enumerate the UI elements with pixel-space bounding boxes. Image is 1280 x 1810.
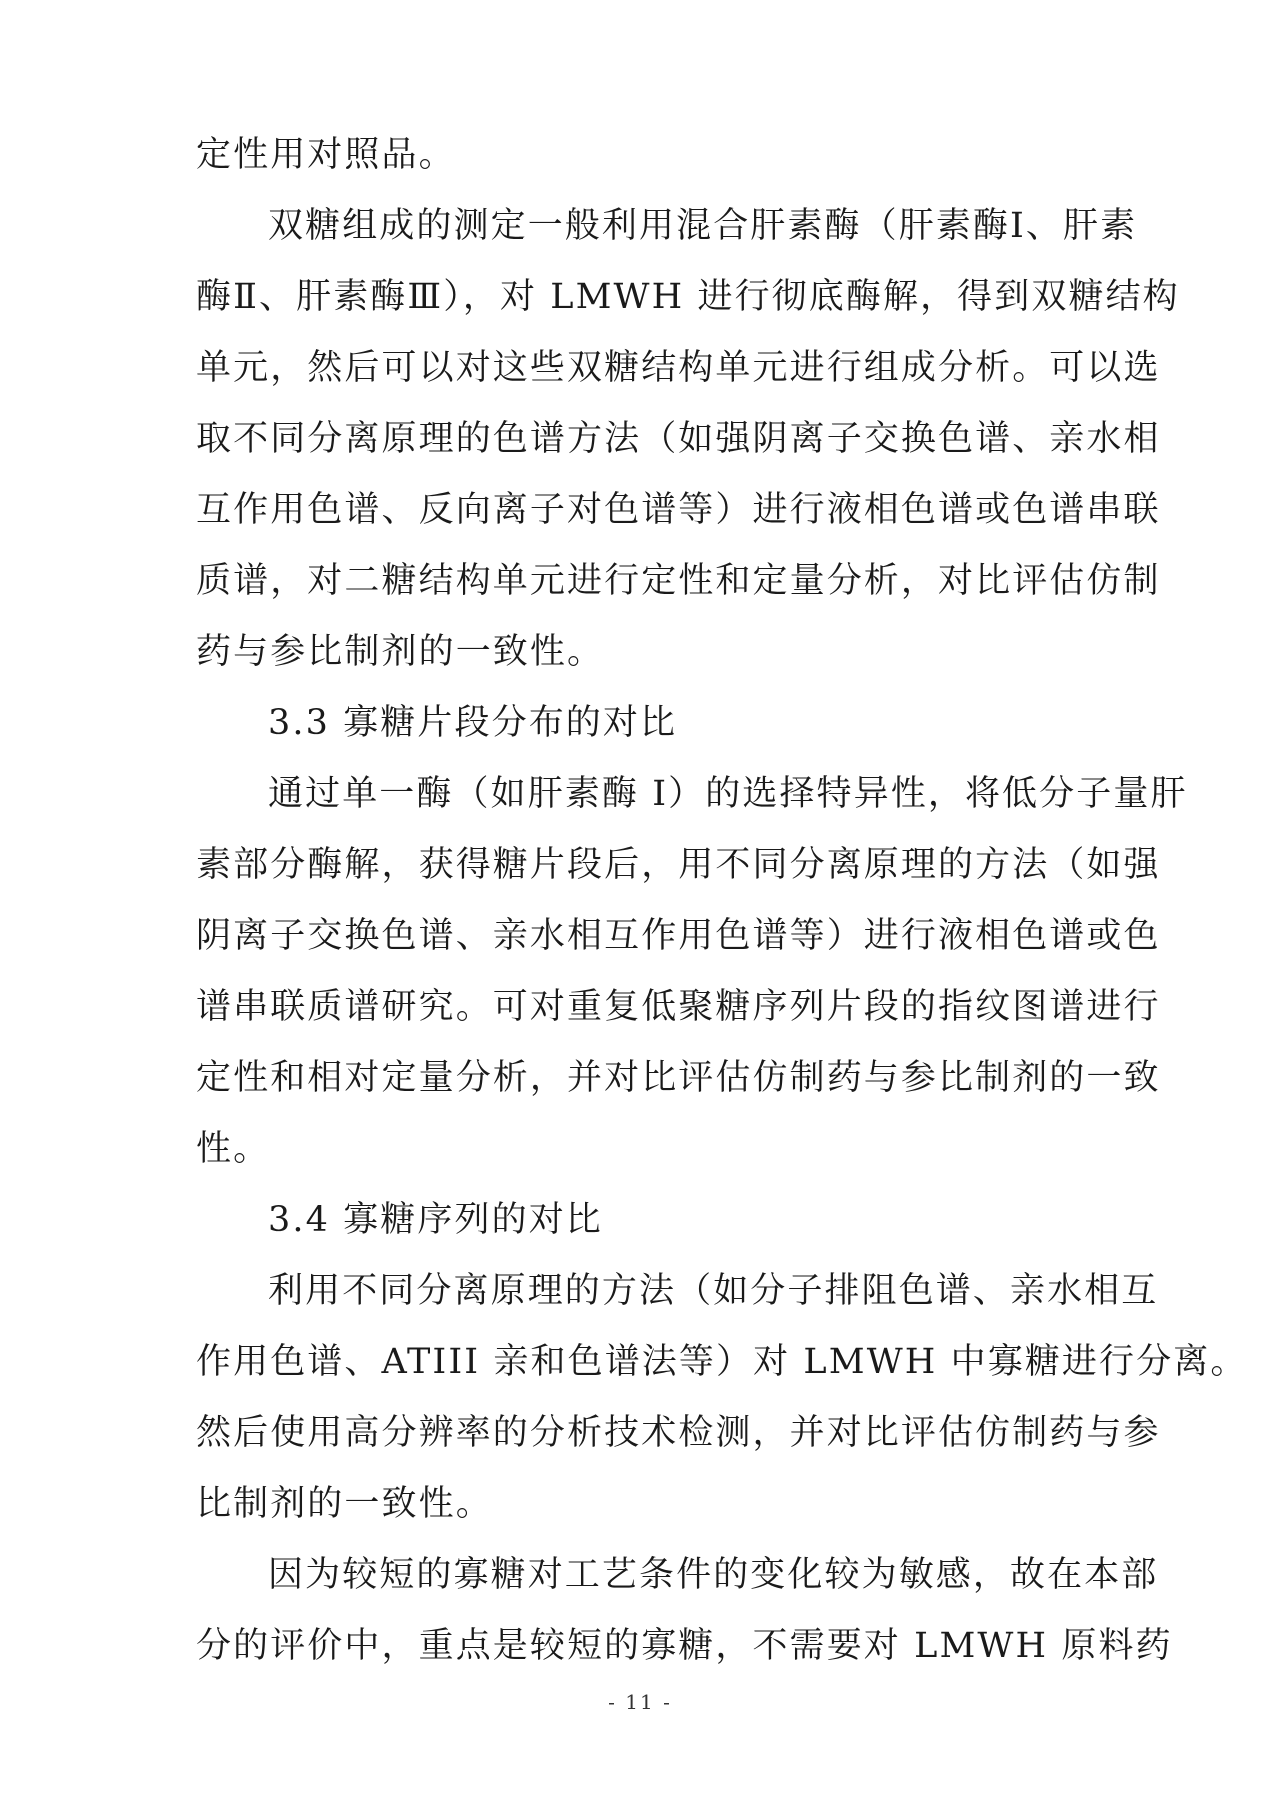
paragraph-line: 阴离子交换色谱、亲水相互作用色谱等）进行液相色谱或色 [196,916,1161,956]
paragraph-line: 质谱，对二糖结构单元进行定性和定量分析，对比评估仿制 [196,561,1161,601]
paragraph-line: 比制剂的一致性。 [196,1484,493,1524]
paragraph-line: 通过单一酶（如肝素酶 I）的选择特异性，将低分子量肝 [268,774,1188,814]
paragraph-line: 取不同分离原理的色谱方法（如强阴离子交换色谱、亲水相 [196,419,1161,459]
section-heading-3-4: 3.4 寡糖序列的对比 [268,1200,603,1240]
paragraph-line: 定性用对照品。 [196,135,456,175]
paragraph-line: 因为较短的寡糖对工艺条件的变化较为敏感，故在本部 [268,1555,1159,1595]
paragraph-line: 定性和相对定量分析，并对比评估仿制药与参比制剂的一致 [196,1058,1161,1098]
paragraph-line: 谱串联质谱研究。可对重复低聚糖序列片段的指纹图谱进行 [196,987,1161,1027]
page-number: - 11 - [608,1690,672,1714]
paragraph-line: 性。 [196,1129,271,1169]
paragraph-line: 然后使用高分辨率的分析技术检测，并对比评估仿制药与参 [196,1413,1161,1453]
paragraph-line: 素部分酶解，获得糖片段后，用不同分离原理的方法（如强 [196,845,1161,885]
paragraph-line: 利用不同分离原理的方法（如分子排阻色谱、亲水相互 [268,1271,1159,1311]
paragraph-line: 双糖组成的测定一般利用混合肝素酶（肝素酶Ⅰ、肝素 [268,206,1138,246]
paragraph-line: 单元，然后可以对这些双糖结构单元进行组成分析。可以选 [196,348,1161,388]
paragraph-line: 分的评价中，重点是较短的寡糖，不需要对 LMWH 原料药 [196,1626,1173,1666]
section-heading-3-3: 3.3 寡糖片段分布的对比 [268,703,678,743]
paragraph-line: 互作用色谱、反向离子对色谱等）进行液相色谱或色谱串联 [196,490,1161,530]
document-page [196,120,1248,1682]
paragraph-line: 作用色谱、ATIII 亲和色谱法等）对 LMWH 中寡糖进行分离。 [196,1342,1248,1382]
paragraph-line: 酶Ⅱ、肝素酶Ⅲ），对 LMWH 进行彻底酶解，得到双糖结构 [196,277,1180,317]
paragraph-line: 药与参比制剂的一致性。 [196,632,605,672]
